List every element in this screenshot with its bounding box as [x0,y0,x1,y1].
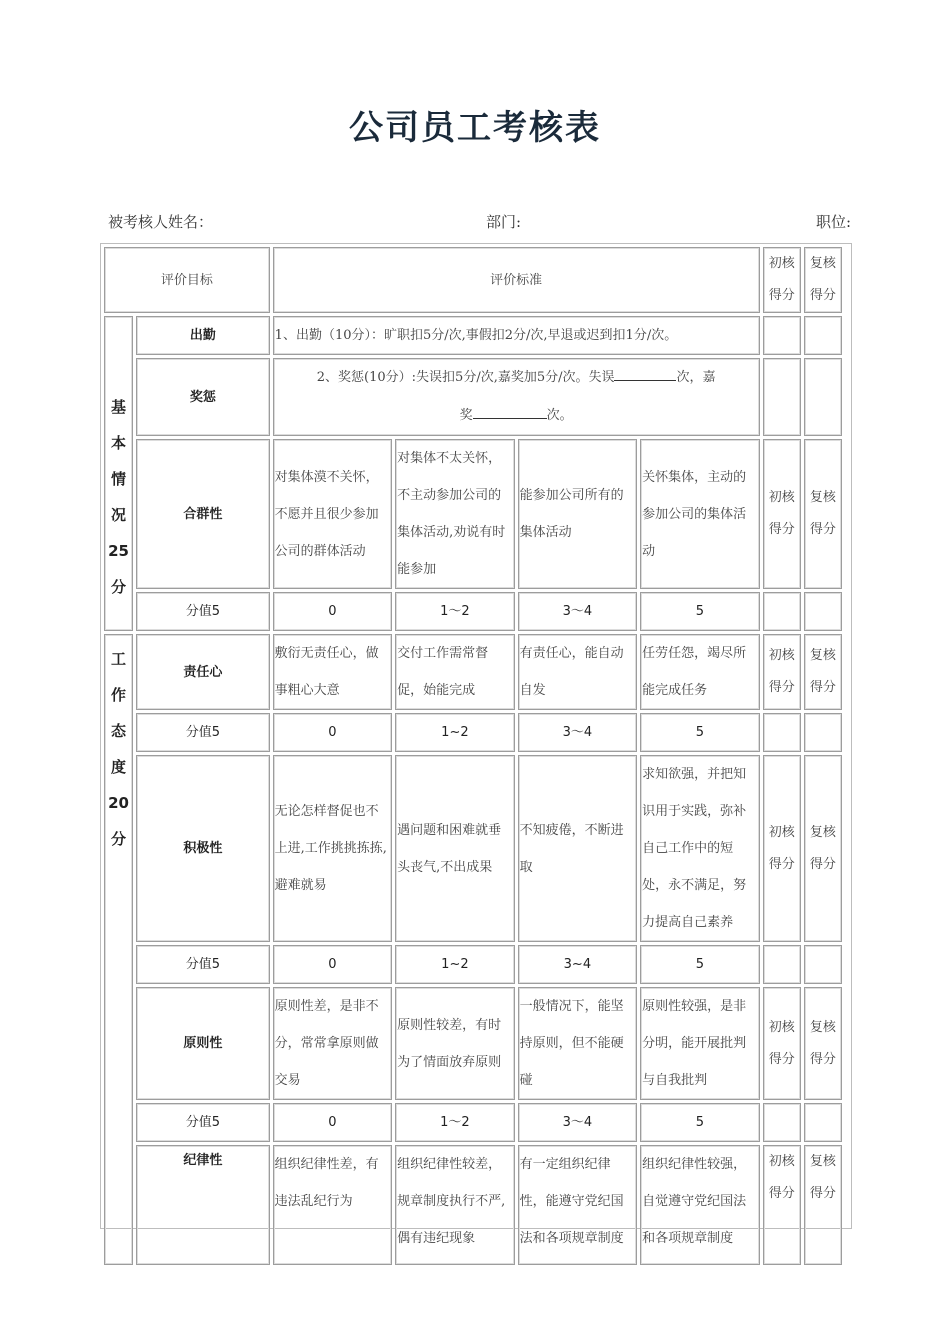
score-row [104,592,842,631]
mistake-count-blank[interactable] [614,366,676,381]
score-3: 5 [640,713,760,752]
table-row [104,634,842,710]
table-row [104,358,842,436]
initiative-level-1: 无论怎样督促也不上进,工作挑挑拣拣,避难就易 [273,755,392,942]
score-2: 3～4 [518,1103,637,1142]
second-check-cell[interactable]: 复核得分 [804,755,842,942]
first-check-cell[interactable] [763,1103,801,1142]
score-0: 0 [273,1103,392,1142]
score-label: 分值5 [136,945,270,984]
header-standard: 评价标准 [273,247,760,313]
second-check-cell[interactable] [804,713,842,752]
header-row [104,247,842,313]
reward-text-c: 奖 [459,408,473,423]
score-1: 1~2 [395,713,514,752]
label-responsibility: 责任心 [136,634,270,710]
reward-standard [273,358,760,436]
first-check-cell[interactable] [763,316,801,355]
reward-text-a: 2、奖惩(10分）:失误扣5分/次,嘉奖加5分/次。失误 [316,370,615,385]
first-check-cell[interactable] [763,713,801,752]
reward-text-b: 次，嘉 [676,370,716,385]
header-goal: 评价目标 [104,247,270,313]
score-row [104,713,842,752]
department-label: 部门: [486,213,522,231]
score-label: 分值5 [136,592,270,631]
teamwork-level-3: 能参加公司所有的集体活动 [518,439,637,589]
teamwork-level-4: 关怀集体，主动的参加公司的集体活动 [640,439,760,589]
second-check-cell[interactable] [804,1103,842,1142]
position-label: 职位: [816,213,852,231]
discipline-level-2: 组织纪律性较差，规章制度执行不严,偶有违纪现象 [395,1145,514,1265]
first-check-cell[interactable]: 初核得分 [763,755,801,942]
responsibility-level-1: 敷衍无责任心，做事粗心大意 [273,634,392,710]
first-check-cell[interactable] [763,945,801,984]
table-row [104,316,842,355]
table-row [104,755,842,942]
score-label: 分值5 [136,1103,270,1142]
second-check-cell[interactable]: 复核得分 [804,1145,842,1265]
employee-name-label: 被考核人姓名： [108,213,214,231]
responsibility-level-4: 任劳任怨，竭尽所能完成任务 [640,634,760,710]
second-check-cell[interactable]: 复核得分 [804,634,842,710]
score-1: 1～2 [395,592,514,631]
discipline-level-3: 有一定组织纪律性，能遵守党纪国法和各项规章制度 [518,1145,637,1265]
score-0: 0 [273,945,392,984]
score-row [104,945,842,984]
first-check-cell[interactable] [763,358,801,436]
appraisal-table-frame [100,243,852,1246]
score-1: 1~2 [395,945,514,984]
score-3: 5 [640,592,760,631]
responsibility-level-2: 交付工作需常督促，始能完成 [395,634,514,710]
first-check-cell[interactable]: 初核得分 [763,987,801,1100]
second-check-cell[interactable]: 复核得分 [804,439,842,589]
responsibility-level-3: 有责任心，能自动自发 [518,634,637,710]
label-teamwork: 合群性 [136,439,270,589]
score-0: 0 [273,713,392,752]
initiative-level-3: 不知疲倦，不断进取 [518,755,637,942]
score-2: 3～4 [518,592,637,631]
header-second-check: 复核得分 [804,247,842,313]
principle-level-3: 一般情况下，能坚持原则，但不能硬碰 [518,987,637,1100]
table-row [104,987,842,1100]
score-label: 分值5 [136,713,270,752]
initiative-level-4: 求知欲强，并把知识用于实践，弥补自己工作中的短处，永不满足，努力提高自己素养 [640,755,760,942]
award-count-blank[interactable] [473,404,547,419]
first-check-cell[interactable]: 初核得分 [763,634,801,710]
attendance-standard: 1、出勤（10分）：旷职扣5分/次,事假扣2分/次,早退或迟到扣1分/次。 [273,316,760,355]
principle-level-2: 原则性较差，有时为了情面放弃原则 [395,987,514,1100]
principle-level-4: 原则性较强，是非分明，能开展批判与自我批判 [640,987,760,1100]
appraisal-table [101,244,845,1268]
section-attitude: 工作态度20分 [104,634,133,1265]
section-basic: 基本情况25分 [104,316,133,631]
second-check-cell[interactable] [804,945,842,984]
label-principle: 原则性 [136,987,270,1100]
teamwork-level-2: 对集体不太关怀，不主动参加公司的集体活动,劝说有时能参加 [395,439,514,589]
first-check-cell[interactable] [763,592,801,631]
label-reward: 奖惩 [136,358,270,436]
label-attendance: 出勤 [136,316,270,355]
reward-text-d: 次。 [546,408,573,423]
initiative-level-2: 遇问题和困难就垂头丧气,不出成果 [395,755,514,942]
principle-level-1: 原则性差，是非不分，常常拿原则做交易 [273,987,392,1100]
second-check-cell[interactable] [804,592,842,631]
first-check-cell[interactable]: 初核得分 [763,1145,801,1265]
score-row [104,1103,842,1142]
table-row [104,1145,842,1265]
table-row [104,439,842,589]
label-discipline: 纪律性 [136,1145,270,1265]
score-1: 1～2 [395,1103,514,1142]
second-check-cell[interactable] [804,358,842,436]
discipline-level-1: 组织纪律性差，有违法乱纪行为 [273,1145,392,1265]
second-check-cell[interactable] [804,316,842,355]
score-3: 5 [640,945,760,984]
score-2: 3～4 [518,713,637,752]
second-check-cell[interactable]: 复核得分 [804,987,842,1100]
discipline-level-4: 组织纪律性较强，自觉遵守党纪国法和各项规章制度 [640,1145,760,1265]
score-0: 0 [273,592,392,631]
first-check-cell[interactable]: 初核得分 [763,439,801,589]
page-title: 公司员工考核表 [349,108,601,148]
header-first-check: 初核得分 [763,247,801,313]
score-3: 5 [640,1103,760,1142]
score-2: 3~4 [518,945,637,984]
label-initiative: 积极性 [136,755,270,942]
teamwork-level-1: 对集体漠不关怀，不愿并且很少参加公司的群体活动 [273,439,392,589]
